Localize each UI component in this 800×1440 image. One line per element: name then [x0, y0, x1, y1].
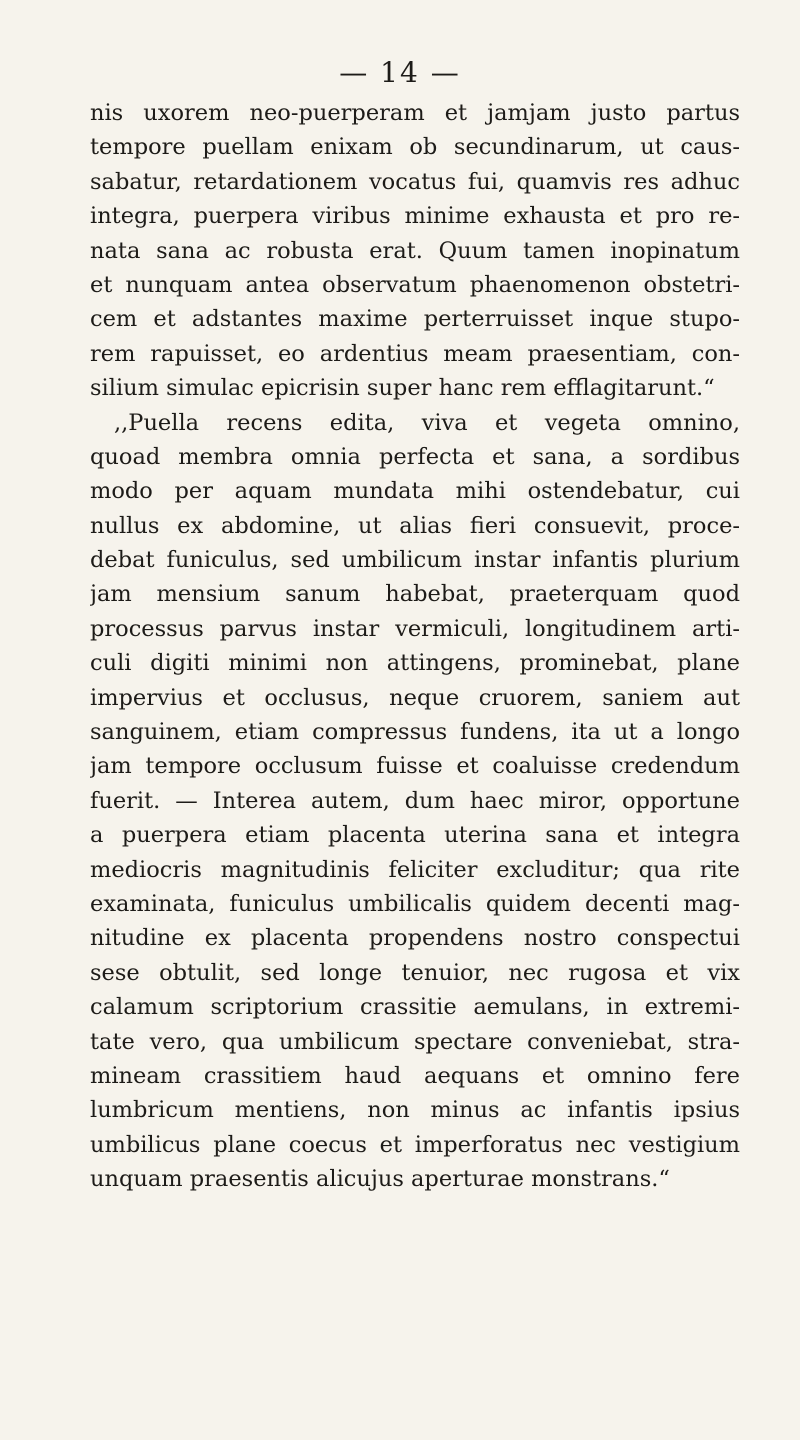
text-line: unquam praesentis alicujus aperturae monstrans.“: [90, 1166, 670, 1193]
text-line: sanguinem, etiam compressus fundens, ita ut a longo: [90, 719, 740, 746]
page-number: — 14 —: [339, 56, 461, 89]
text-line: calamum scriptorium crassitie aemulans, in extremi-: [90, 994, 740, 1021]
text-line: jam mensium sanum habebat, praeterquam quod: [90, 581, 740, 608]
text-line: sese obtulit, sed longe tenuior, nec rugosa et vix: [90, 959, 740, 986]
text-line: processus parvus instar vermiculi, longitudinem arti-: [90, 615, 740, 642]
text-line: modo per aquam mundata mihi ostendebatur, cui: [90, 478, 740, 505]
text-line: nitudine ex placenta propendens nostro conspectui: [90, 925, 740, 952]
text-line: examinata, funiculus umbilicalis quidem decenti mag-: [90, 890, 740, 917]
text-line: cem et adstantes maxime perterruisset inque stupo-: [90, 306, 740, 333]
text-line: rem rapuisset, eo ardentius meam praesentiam, con-: [90, 340, 740, 367]
text-line: ,,Puella recens edita, viva et vegeta omnino,: [114, 409, 740, 436]
text-line: jam tempore occlusum fuisse et coaluisse credendum: [90, 753, 740, 780]
text-line: umbilicus plane coecus et imperforatus nec vestigium: [90, 1131, 740, 1158]
text-line: silium simulac epicrisin super hanc rem efflagitarunt.“: [90, 375, 715, 402]
text-line: nata sana ac robusta erat. Quum tamen inopinatum: [90, 237, 740, 264]
text-line: quoad membra omnia perfecta et sana, a sordibus: [90, 443, 740, 470]
text-line: tate vero, qua umbilicum spectare conveniebat, stra-: [90, 1028, 740, 1055]
body-text: [90, 96, 740, 1197]
text-line: lumbricum mentiens, non minus ac infantis ipsius: [90, 1097, 740, 1124]
text-line: mineam crassitiem haud aequans et omnino fere: [90, 1062, 740, 1089]
text-line: et nunquam antea observatum phaenomenon obstetri-: [90, 271, 740, 298]
text-line: mediocris magnitudinis feliciter excluditur; qua rite: [90, 856, 740, 883]
text-line: nullus ex abdomine, ut alias fieri consuevit, proce-: [90, 512, 740, 539]
text-line: tempore puellam enixam ob secundinarum, ut caus-: [90, 134, 740, 161]
text-line: debat funiculus, sed umbilicum instar infantis plurium: [90, 547, 740, 574]
text-line: fuerit. — Interea autem, dum haec miror, opportune: [90, 787, 740, 814]
text-line: a puerpera etiam placenta uterina sana et integra: [90, 822, 740, 849]
text-line: integra, puerpera viribus minime exhausta et pro re-: [90, 203, 740, 230]
text-line: impervius et occlusus, neque cruorem, saniem aut: [90, 684, 740, 711]
text-line: nis uxorem neo-puerperam et jamjam justo partus: [90, 100, 740, 126]
text-line: culi digiti minimi non attingens, prominebat, plane: [90, 650, 740, 677]
text-line: sabatur, retardationem vocatus fui, quamvis res adhuc: [90, 168, 740, 195]
